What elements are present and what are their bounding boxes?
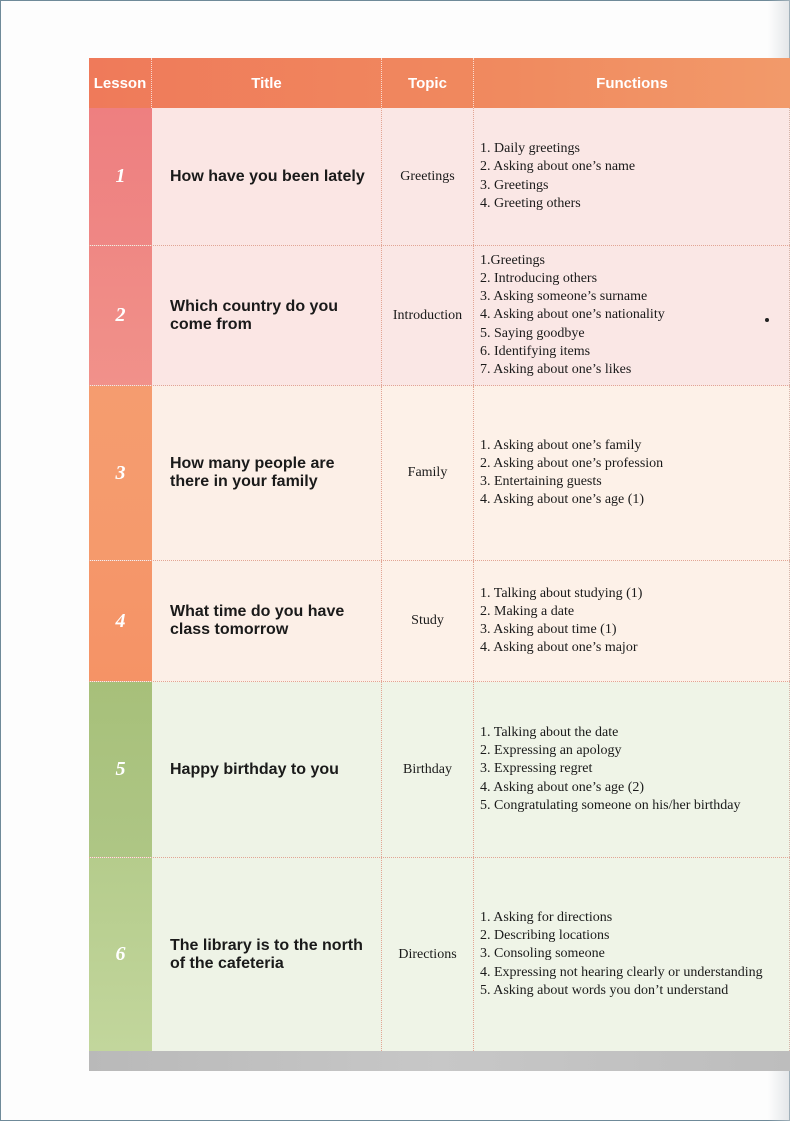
lesson-title: How have you been lately bbox=[152, 108, 382, 245]
lesson-functions bbox=[474, 561, 790, 681]
table-bottom-bar bbox=[89, 1051, 790, 1071]
lesson-functions bbox=[474, 386, 790, 560]
function-item: 2. Introducing others bbox=[480, 270, 598, 286]
lesson-topic: Introduction bbox=[382, 246, 474, 385]
lesson-title: Which country do you come from bbox=[152, 246, 382, 385]
table-row bbox=[89, 858, 790, 1051]
lesson-number: 6 bbox=[89, 858, 152, 1051]
function-item: 4. Asking about one’s age (2) bbox=[480, 779, 645, 795]
function-item: 4. Asking about one’s age (1) bbox=[480, 492, 645, 508]
function-item: 1. Talking about the date bbox=[480, 724, 619, 740]
function-item: 4. Greeting others bbox=[480, 195, 581, 211]
table-row bbox=[89, 561, 790, 682]
function-item: 2. Making a date bbox=[480, 603, 575, 619]
function-item: 5. Congratulating someone on his/her birthday bbox=[480, 797, 741, 813]
lesson-functions bbox=[474, 246, 790, 385]
functions-list bbox=[480, 585, 642, 658]
function-item: 1. Daily greetings bbox=[480, 141, 580, 157]
header-lesson: Lesson bbox=[89, 58, 152, 108]
function-item: 4. Asking about one’s major bbox=[480, 640, 638, 656]
lesson-topic: Birthday bbox=[382, 682, 474, 857]
function-item: 6. Identifying items bbox=[480, 343, 591, 359]
function-item: 2. Asking about one’s profession bbox=[480, 455, 664, 471]
ink-dot bbox=[765, 318, 769, 322]
lesson-table bbox=[89, 58, 790, 1071]
table-row bbox=[89, 386, 790, 561]
functions-list bbox=[480, 140, 635, 213]
function-item: 3. Asking someone’s surname bbox=[480, 289, 648, 305]
lesson-title: What time do you have class tomorrow bbox=[152, 561, 382, 681]
function-item: 3. Entertaining guests bbox=[480, 474, 602, 489]
lesson-topic: Study bbox=[382, 561, 474, 681]
lesson-number: 1 bbox=[89, 108, 152, 245]
function-item: 1. Asking about one’s family bbox=[480, 437, 642, 453]
lesson-topic: Directions bbox=[382, 858, 474, 1051]
function-item: 5. Saying goodbye bbox=[480, 325, 585, 341]
lesson-functions bbox=[474, 108, 790, 245]
lesson-functions bbox=[474, 858, 790, 1051]
function-item: 1. Talking about studying (1) bbox=[480, 585, 643, 601]
lesson-title: Happy birthday to you bbox=[152, 682, 382, 857]
function-item: 3. Consoling someone bbox=[480, 946, 605, 962]
function-item: 1. Asking for directions bbox=[480, 909, 613, 925]
function-item: 5. Asking about words you don’t understand bbox=[480, 982, 729, 998]
function-item: 4. Expressing not hearing clearly or understanding bbox=[480, 964, 763, 980]
function-item: 4. Asking about one’s nationality bbox=[480, 307, 665, 323]
function-item: 2. Asking about one’s name bbox=[480, 159, 636, 175]
lesson-number: 3 bbox=[89, 386, 152, 560]
table-row bbox=[89, 682, 790, 858]
lesson-topic: Greetings bbox=[382, 108, 474, 245]
function-item: 3. Greetings bbox=[480, 177, 549, 193]
functions-list bbox=[480, 437, 663, 510]
function-item: 2. Describing locations bbox=[480, 928, 610, 944]
functions-list bbox=[480, 252, 665, 379]
table-row bbox=[89, 246, 790, 386]
function-item: 3. Asking about time (1) bbox=[480, 622, 617, 637]
function-item: 7. Asking about one’s likes bbox=[480, 362, 632, 377]
lesson-number: 4 bbox=[89, 561, 152, 681]
function-item: 1.Greetings bbox=[480, 252, 545, 268]
header-functions: Functions bbox=[596, 74, 668, 92]
header-title: Title bbox=[152, 58, 382, 108]
functions-list bbox=[480, 724, 741, 815]
header-topic: Topic bbox=[382, 58, 474, 108]
functions-list bbox=[480, 909, 763, 1000]
lesson-title: The library is to the north of the cafeteria bbox=[152, 858, 382, 1051]
lesson-number: 5 bbox=[89, 682, 152, 857]
lesson-topic: Family bbox=[382, 386, 474, 560]
table-header bbox=[89, 58, 790, 108]
lesson-functions bbox=[474, 682, 790, 857]
lesson-number: 2 bbox=[89, 246, 152, 385]
function-item: 2. Expressing an apology bbox=[480, 743, 622, 759]
function-item: 3. Expressing regret bbox=[480, 761, 593, 777]
lesson-title: How many people are there in your family bbox=[152, 386, 382, 560]
table-row bbox=[89, 108, 790, 246]
